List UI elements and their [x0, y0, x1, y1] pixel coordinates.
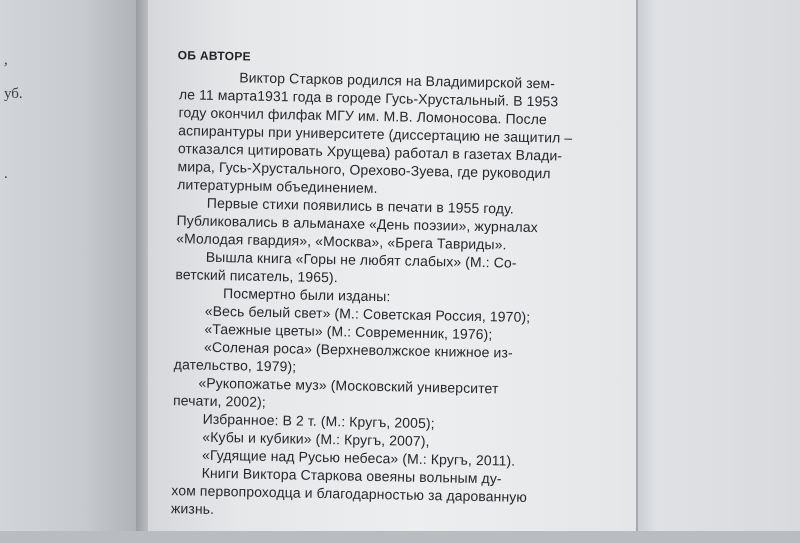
- text-line: «Молодая гвардия», «Москва», «Брега Тавриды».: [176, 230, 507, 253]
- text-line: отказался цитировать Хрущева) работал в газетах Влади-: [177, 140, 563, 164]
- text-line: «Весь белый свет» (М.: Советская Россия, 1970);: [204, 302, 531, 325]
- text-line: Посмертно были изданы:: [222, 285, 391, 305]
- text-line: литературным объединением.: [177, 176, 378, 197]
- text-line: Избранное: В 2 т. (М.: Кругъ, 2005);: [202, 410, 435, 432]
- left-page-fragment: ,: [4, 52, 8, 68]
- text-line: «Кубы и кубики» (М.: Кругъ, 2007),: [202, 428, 430, 450]
- text-line: печати, 2002);: [172, 392, 267, 410]
- text-line: ветский писатель, 1965).: [175, 266, 338, 286]
- text-line: «Рукопожатье муз» (Московский университет: [198, 374, 499, 397]
- text-line: жизнь.: [170, 500, 215, 517]
- text-line: Виктор Старков родился на Владимирской зем-: [239, 69, 556, 92]
- text-line: дательство, 1979);: [173, 356, 297, 375]
- text-line: «Гудящие над Русью небеса» (М.: Кругъ, 2011).: [201, 446, 516, 469]
- section-heading: ОБ АВТОРЕ: [177, 48, 252, 64]
- text-line: мира, Гусь-Хрустального, Орехово-Зуева, где руководил: [177, 158, 551, 182]
- text-line: Публиковались в альманахе «День поэзии», журналах: [176, 212, 539, 236]
- text-line: Книги Виктора Старкова овеяны вольным ду-: [201, 464, 502, 487]
- text-line: хом первопроходца и благодарностью за дарованную: [171, 482, 528, 505]
- left-page-fragment: уб.: [4, 86, 23, 102]
- text-line: Вышла книга «Горы не любят слабых» (М.: Со-: [205, 248, 517, 271]
- text-line: «Соленая роса» (Верхневолжское книжное из-: [203, 338, 513, 361]
- text-line: Первые стихи появились в печати в 1955 году.: [206, 194, 514, 217]
- text-line: «Таежные цветы» (М.: Современник, 1976);: [204, 320, 493, 343]
- text-line: ле 11 марта1931 года в городе Гусь-Хрустальный. В 1953: [178, 86, 559, 110]
- text-line: году окончил филфак МГУ им. М.В. Ломоносова. После: [178, 104, 548, 128]
- text-line: аспирантуры при университете (диссертацию не защитил –: [178, 122, 573, 146]
- left-page-fragment: .: [4, 166, 8, 182]
